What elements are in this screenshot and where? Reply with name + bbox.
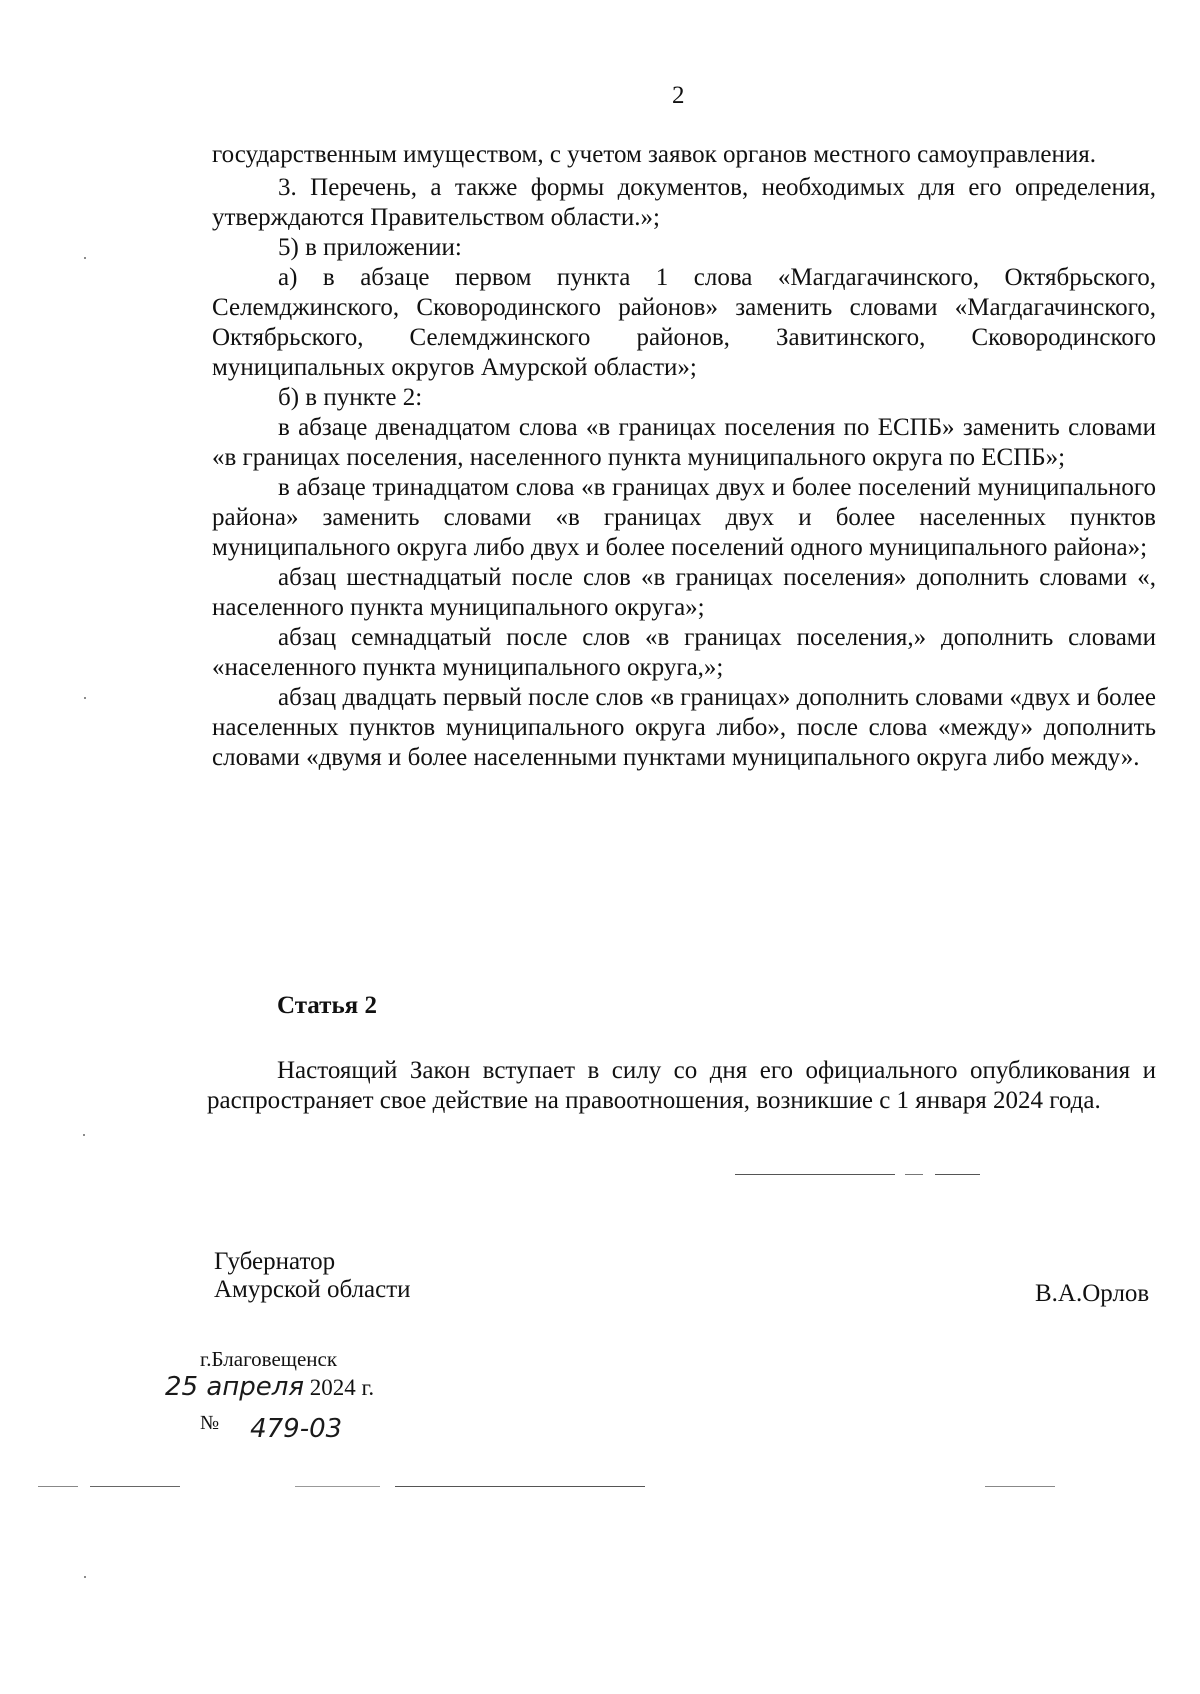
number-label: № xyxy=(200,1412,220,1434)
paragraph: абзац шестнадцатый после слов «в границах поселения» дополнить словами «, населенного пункта муниципального округа»; xyxy=(212,564,1156,621)
paragraph: в абзаце тринадцатом слова «в границах двух и более поселений муниципального района» заменить словами «в границах двух и более населенных пунктов муниципального округа либо двух и более поселений одного муниципального района»; xyxy=(212,474,1156,561)
paragraph: абзац семнадцатый после слов «в границах поселения,» дополнить словами «населенного пункта муниципального округа,»; xyxy=(212,624,1156,681)
scan-artifact-line xyxy=(90,1486,180,1487)
divider-rule xyxy=(935,1174,980,1175)
signatory-title-line: Амурской области xyxy=(214,1276,411,1303)
handwritten-number: 479-03 xyxy=(250,1414,343,1444)
paragraph: в абзаце двенадцатом слова «в границах поселения по ЕСПБ» заменить словами «в границах поселения, населенного пункта муниципального округа по ЕСПБ»; xyxy=(212,414,1156,471)
signatory-name: В.А.Орлов xyxy=(1035,1280,1150,1307)
signatory-title-line: Губернатор xyxy=(214,1248,336,1275)
paragraph: а) в абзаце первом пункта 1 слова «Магдагачинского, Октябрьского, Селемджинского, Сковородинского районов» заменить словами «Магдагачинского, Октябрьского, Селемджинского районов, Завитинского, Сковородинского муниципальных округов Амурской области»; xyxy=(212,264,1156,381)
scan-artifact-line xyxy=(295,1486,380,1487)
scan-speck xyxy=(83,1134,85,1136)
scan-artifact-line xyxy=(985,1486,1055,1487)
scan-speck xyxy=(84,257,86,259)
paragraph: 5) в приложении: xyxy=(278,234,462,261)
scan-speck xyxy=(84,697,86,699)
article-text: Настоящий Закон вступает в силу со дня его официального опубликования и распространяет свое действие на правоотношения, возникшие с 1 января 2024 года. xyxy=(207,1057,1156,1114)
divider-rule xyxy=(735,1174,895,1175)
paragraph: государственным имуществом, с учетом заявок органов местного самоуправления. xyxy=(212,141,1097,168)
handwritten-date: 25 апреля xyxy=(165,1372,305,1402)
place-of-signing: г.Благовещенск xyxy=(200,1347,338,1371)
law-number xyxy=(200,1406,343,1444)
scan-artifact-line xyxy=(38,1486,78,1487)
law-body xyxy=(212,140,1156,773)
article-heading: Статья 2 xyxy=(277,992,377,1019)
paragraph: б) в пункте 2: xyxy=(278,384,423,411)
divider-rule xyxy=(905,1174,923,1175)
scan-artifact-line xyxy=(395,1486,645,1487)
signing-year: 2024 г. xyxy=(309,1375,375,1400)
signing-date xyxy=(165,1372,374,1402)
signatory-title xyxy=(214,1248,411,1304)
scan-speck xyxy=(84,1576,86,1578)
paragraph: 3. Перечень, а также формы документов, необходимых для его определения, утверждаются Правительством области.»; xyxy=(212,174,1156,231)
page-number: 2 xyxy=(672,82,685,109)
paragraph: абзац двадцать первый после слов «в границах» дополнить словами «двух и более населенных пунктов муниципального округа либо», после слова «между» дополнить словами «двумя и более населенными пунктами муниципального округа либо между». xyxy=(212,684,1156,771)
